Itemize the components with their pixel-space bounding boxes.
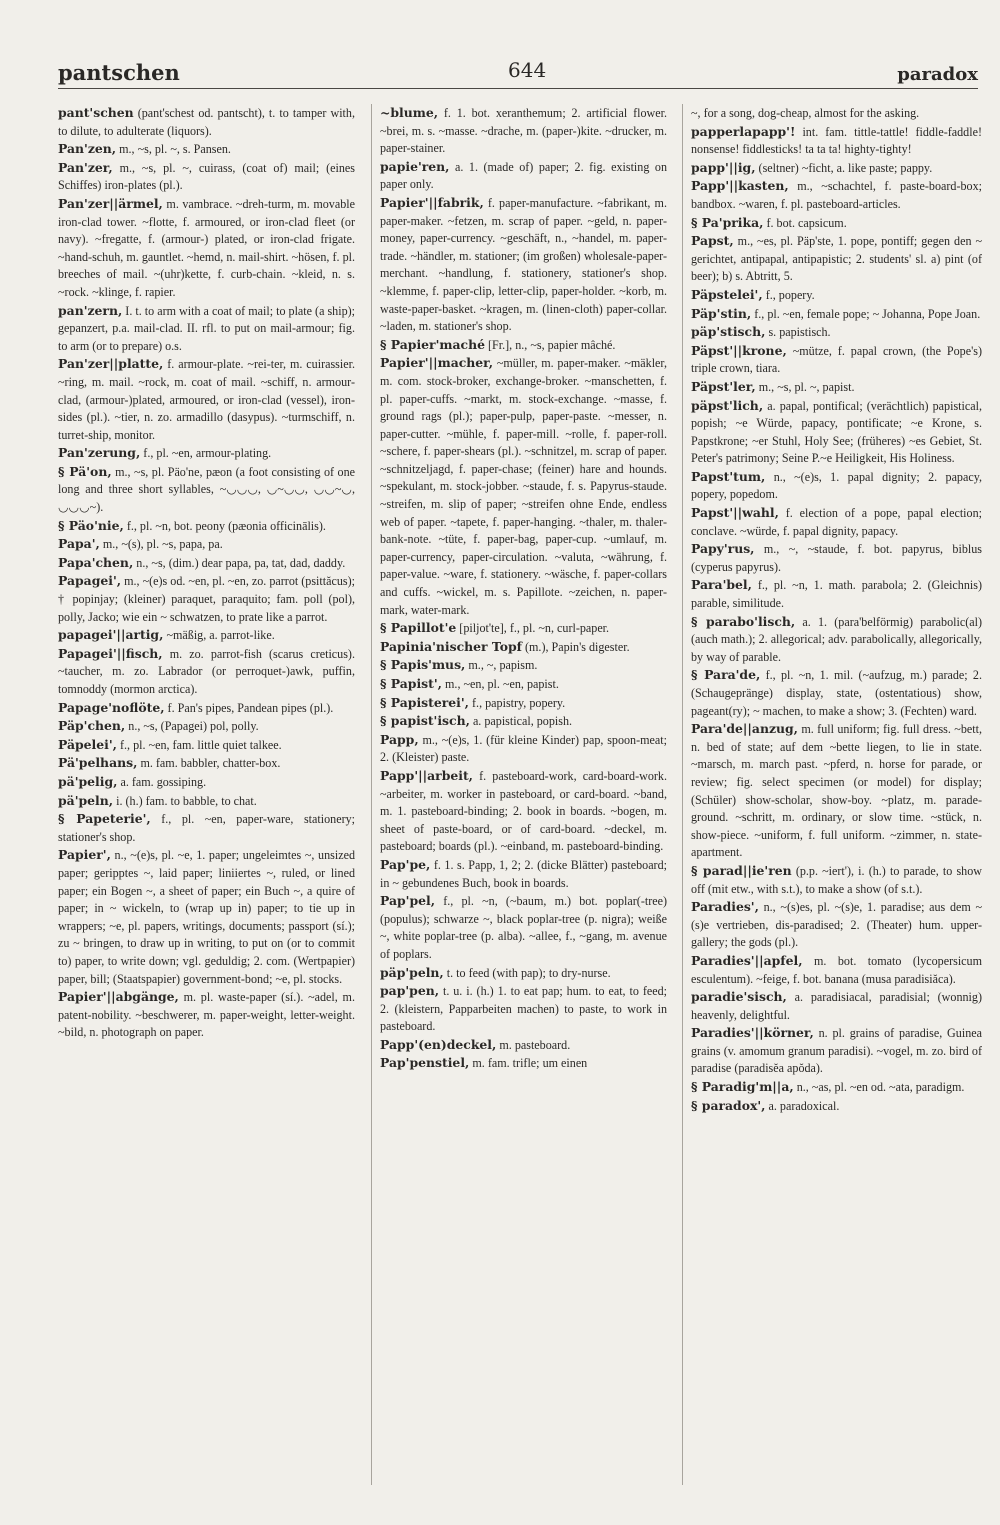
entry-headword: Päpelei', bbox=[58, 736, 117, 752]
entry-definition: n., ~s, (dim.) dear papa, pa, tat, dad, daddy. bbox=[136, 555, 346, 570]
entry-headword: pä'pelig, bbox=[58, 773, 118, 789]
entry-headword: Papier'||macher, bbox=[380, 355, 494, 371]
column-middle bbox=[371, 104, 667, 1485]
dictionary-entry bbox=[691, 898, 982, 952]
entry-headword: Papier'||fabrik, bbox=[380, 194, 484, 210]
entry-headword: § Papillot'e bbox=[380, 620, 457, 636]
entry-definition: f. paper-manufacture. ~fabrikant, m. paper-maker. ~fetzen, m. scrap of paper. ~geld, n. paper-money, paper-currency. ~geschäft, n., ~handel, m. paper-trade. ~händler, m. stationer; (im großen) wholesale-paper-merchant. ~handlung, f. stationery, stationer's shop. ~klemme, f. paper-clip, letter-clip, paper-holder. ~korb, m. waste-paper-basket. ~kragen, m. (linen-cloth) paper-collar. ~laden, m. stationer's shop. bbox=[380, 195, 667, 334]
dictionary-entry bbox=[58, 517, 355, 536]
entry-headword: Pan'zen, bbox=[58, 141, 117, 157]
dictionary-entry bbox=[58, 810, 355, 846]
entry-definition: n. pl. grains of paradise, Guinea grains (v. amomum granum paradisi). ~vogel, m. zo. bird of paradise (paradisĕa apŏda). bbox=[691, 1026, 982, 1076]
dictionary-entry bbox=[691, 286, 982, 305]
entry-headword: § parabo'lisch, bbox=[691, 613, 796, 629]
entry-headword: § paradox', bbox=[691, 1097, 766, 1113]
entry-headword: papperlapapp'! bbox=[691, 123, 796, 139]
entry-definition: ~müller, m. paper-maker. ~mäkler, m. com. stock-broker, exchange-broker. ~manschetten, f. pl. paper-cuffs. ~markt, m. stock-exchange. ~masse, f. ground rags (pl.); paper-pulp, paper-paste. ~messer, n. paper-cutter. ~mühle, f. paper-mill. ~rolle, f. paper-roll. ~schere, f. paper-shears (pl.). ~schnitzel, m. scrap of paper. ~schnitzeljagd, f. paper-chase; (feiner) hare and hounds. ~spekulant, m. stock-jobber. ~staude, f. s. Papyrus-staude. ~streifen, m. slip of paper; ~streifen ohne Ende, endless web of paper. ~tapete, f. paper-hanging. ~thaler, m. thaler-bank-note. ~tüte, f. paper-bag, paper-cup. ~umlauf, m. paper-currency, paper-circulation. ~valuta, ~währung, f. paper-value. ~ware, f. stationery. ~wäsche, f. paper-collars and cuffs. ~wickel, m. s. Papillote. ~zeichen, n. paper-mark, water-mark. bbox=[380, 356, 667, 617]
entry-headword: § Papis'mus, bbox=[380, 657, 466, 673]
entry-definition: m., ~en, pl. ~en, papist. bbox=[445, 677, 559, 691]
entry-definition: f., popery. bbox=[765, 287, 815, 302]
dictionary-entry bbox=[691, 214, 982, 233]
dictionary-entry bbox=[380, 104, 667, 158]
entry-headword: Päp'stin, bbox=[691, 305, 752, 321]
dictionary-entry bbox=[58, 355, 355, 444]
dictionary-entry bbox=[58, 140, 355, 159]
entry-headword: papp'||ig, bbox=[691, 159, 756, 175]
header-guide-word-left: pantschen bbox=[58, 60, 180, 85]
dictionary-entry bbox=[380, 336, 667, 355]
entry-definition: f. armour-plate. ~rei-ter, m. cuirassier. ~ring, m. mail. ~rock, m. coat of mail. ~schiff, n. armour-clad, (armour-)plated, armoured, or iron-clad (vessel), iron-sides (pl.). ~tier, n. zo. armadillo (dasypus). ~turmschiff, n. turret-ship, monitor. bbox=[58, 357, 355, 442]
dictionary-entry bbox=[58, 195, 355, 302]
dictionary-entry bbox=[691, 952, 982, 988]
entry-headword: § Pä'on, bbox=[58, 463, 112, 479]
entry-headword: pant'schen bbox=[58, 105, 134, 120]
dictionary-entry bbox=[58, 699, 355, 718]
entry-definition: a. 1. (para'belförmig) parabolic(al) (auch math.); 2. allegorical; adv. parabolically, allegorically, by way of parable. bbox=[691, 614, 982, 664]
entry-definition: n., ~(e)s, pl. ~e, 1. paper; ungeleimtes ~, unsized paper; geripptes ~, laid paper; liniiertes ~, ruled, or lined paper; ein Bogen ~, a sheet of paper; ein Buch ~, a quire of paper; in ~ wickeln, to (wrap up in) paper; to tie up in wrappers; ~e, pl. papers, writings, documents; passport (sí.); zu ~ bringen, to draw up in writing, to put on (or to commit to) paper, to write down; vgl. geduldig; 2. com. (Wertpapier) paper, bill; (Staatspapier) government-bond; ~e, pl. stocks. bbox=[58, 848, 355, 986]
dictionary-entry bbox=[58, 535, 355, 554]
dictionary-entry bbox=[691, 468, 982, 504]
entry-definition: int. fam. tittle-tattle! fiddle-faddle! nonsense! fiddlesticks! ta ta ta! highty-tighty! bbox=[691, 124, 982, 157]
entry-definition: m. vambrace. ~dreh-turm, m. movable iron-clad tower. ~flotte, f. armoured, or iron-clad fleet (or navy). ~fregatte, f. (armour-) plated, or iron-clad frigate. ~hand-schuh, m. gauntlet. ~hemd, n. mail-shirt. ~hösen, f. pl. breeches of mail. ~(uhr)kette, f. curb-chain. ~kleid, n. s. ~rock. ~klinge, f. rapier. bbox=[58, 196, 355, 299]
entry-definition: f., pl. ~en, fam. little quiet talkee. bbox=[120, 737, 282, 752]
entry-definition: f., pl. ~en, paper-ware, stationery; stationer's shop. bbox=[58, 812, 355, 844]
entry-headword: § Paradig'm||a, bbox=[691, 1079, 794, 1095]
entry-headword: päp'peln, bbox=[380, 964, 444, 980]
dictionary-entry bbox=[380, 1036, 667, 1055]
entry-definition: a. fam. gossiping. bbox=[120, 774, 207, 789]
dictionary-entry bbox=[691, 666, 982, 720]
entry-headword: Paradies'||apfel, bbox=[691, 952, 803, 968]
dictionary-entry bbox=[691, 342, 982, 378]
dictionary-entry bbox=[691, 1024, 982, 1078]
entry-definition: m., ~, papism. bbox=[468, 658, 538, 673]
entry-headword: § Päo'nie, bbox=[58, 517, 124, 533]
entry-definition: s. papistisch. bbox=[768, 325, 831, 340]
dictionary-entry bbox=[380, 712, 667, 731]
entry-headword: Papp'||arbeit, bbox=[380, 767, 473, 783]
entry-headword: Papage'noflöte, bbox=[58, 699, 165, 715]
entry-headword: Papp'||kasten, bbox=[691, 178, 789, 194]
entry-headword: Papier'||abgänge, bbox=[58, 989, 179, 1005]
entry-headword: Papy'rus, bbox=[691, 541, 755, 557]
entry-headword: Pap'pel, bbox=[380, 893, 436, 909]
dictionary-entry bbox=[380, 619, 667, 638]
entry-definition: m., ~s, pl. ~, cuirass, (coat of) mail; (eines Schiffes) iron-plates (pl.). bbox=[58, 160, 355, 193]
dictionary-entry bbox=[380, 767, 667, 856]
column-right bbox=[682, 104, 982, 1485]
dictionary-entry bbox=[691, 378, 982, 397]
entry-definition: f., pl. ~en, female pope; ~ Johanna, Pope Joan. bbox=[754, 306, 981, 321]
entry-headword: Papst'||wahl, bbox=[691, 505, 779, 521]
dictionary-entry bbox=[380, 638, 667, 657]
entry-definition: m., ~(e)s, 1. (für kleine Kinder) pap, spoon-meat; 2. (Kleister) paste. bbox=[380, 732, 667, 765]
entry-definition: a. paradoxical. bbox=[768, 1098, 840, 1113]
entry-definition: m., ~s, pl. Päo'ne, pæon (a foot consisting of one long and three short syllables, ~◡◡◡, ◡~◡◡, ◡◡~◡, ◡◡◡~). bbox=[58, 464, 355, 515]
dictionary-entry bbox=[58, 846, 355, 988]
dictionary-entry bbox=[691, 232, 982, 286]
entry-definition: ~mäßig, a. parrot-like. bbox=[166, 628, 275, 643]
entry-definition: (m.), Papin's digester. bbox=[524, 639, 630, 654]
entry-definition: m. pl. waste-paper (sí.). ~adel, m. patent-nobility. ~beschwerer, m. paper-weight, letter-weight. ~bild, n. photograph on paper. bbox=[58, 990, 355, 1040]
entry-headword: papie'ren, bbox=[380, 158, 450, 174]
dictionary-entry bbox=[58, 463, 355, 517]
entry-definition: a. paradisiacal, paradisial; (wonnig) heavenly, delightful. bbox=[691, 990, 982, 1022]
entry-headword: § Papier'maché bbox=[380, 336, 485, 352]
entry-headword: Pan'zer||platte, bbox=[58, 356, 164, 372]
entry-headword: Papagei'||fisch, bbox=[58, 645, 163, 661]
dictionary-entry bbox=[691, 862, 982, 898]
entry-definition: m. fam. trifle; um einen bbox=[472, 1056, 588, 1071]
dictionary-entry bbox=[380, 694, 667, 713]
entry-definition: m. fam. babbler, chatter-box. bbox=[140, 756, 281, 771]
dictionary-entry bbox=[380, 892, 667, 963]
dictionary-entry bbox=[691, 613, 982, 667]
entry-definition: f. pasteboard-work, card-board-work. ~arbeiter, m. worker in pasteboard, or card-board. ~band, m. 1. pasteboard-binding; 2. book in boards. ~bogen, m. sheet of paste-board, or of card-board. ~deckel, m. pasteboard; boards (pl.). ~einband, m. pasteboard-binding. bbox=[380, 768, 667, 854]
entry-headword: pä'peln, bbox=[58, 792, 114, 808]
entry-headword: § Papeterie', bbox=[58, 811, 151, 827]
dictionary-entry bbox=[691, 323, 982, 342]
entry-definition: f., pl. ~n, bot. peony (pæonia officinālis). bbox=[126, 518, 326, 533]
dictionary-entry bbox=[691, 988, 982, 1024]
entry-definition: [Fr.], n., ~s, papier mâché. bbox=[488, 337, 616, 352]
dictionary-entry bbox=[380, 964, 667, 983]
dictionary-entry bbox=[58, 444, 355, 463]
entry-headword: päpst'lich, bbox=[691, 397, 764, 413]
dictionary-entry bbox=[380, 158, 667, 194]
entry-headword: Papp, bbox=[380, 731, 419, 747]
entry-definition: m., ~, ~staude, f. bot. papyrus, biblus (cyperus papyrus). bbox=[691, 542, 982, 574]
entry-headword: § Para'de, bbox=[691, 667, 761, 683]
entry-definition: (pant'schest od. pantscht), t. to tamper with, to dilute, to adulterate (liquors). bbox=[58, 106, 355, 138]
entry-definition: n., ~as, pl. ~en od. ~ata, paradigm. bbox=[796, 1080, 965, 1095]
entry-definition: i. (h.) fam. to babble, to chat. bbox=[116, 793, 257, 808]
dictionary-entry bbox=[58, 104, 355, 140]
entry-definition: f. Pan's pipes, Pandean pipes (pl.). bbox=[167, 700, 334, 715]
entry-headword: Pä'pelhans, bbox=[58, 755, 138, 771]
entry-headword: Päpst'ler, bbox=[691, 378, 756, 394]
entry-headword: Pap'penstiel, bbox=[380, 1055, 470, 1071]
dictionary-entry bbox=[58, 159, 355, 195]
dictionary-entry bbox=[691, 720, 982, 862]
entry-headword: ~blume, bbox=[380, 105, 439, 120]
entry-headword: § Pa'prika, bbox=[691, 214, 764, 230]
dictionary-entry bbox=[58, 773, 355, 792]
entry-definition: f., pl. ~en, armour-plating. bbox=[143, 446, 272, 461]
dictionary-entry bbox=[380, 731, 667, 767]
entry-definition: f., pl. ~n, 1. mil. (~aufzug, m.) parade; 2. (Schaugepränge) display, state, (ostentatious) show, pageant(ry); ~ machen, to make a show; 3. (Fechten) ward. bbox=[691, 668, 982, 718]
dictionary-entry bbox=[380, 675, 667, 694]
dictionary-entry bbox=[691, 123, 982, 159]
dictionary-entry bbox=[58, 754, 355, 773]
entry-headword: Paradies'||körner, bbox=[691, 1025, 814, 1041]
dictionary-entry bbox=[380, 354, 667, 619]
dictionary-entry bbox=[58, 572, 355, 626]
entry-headword: Papp'(en)deckel, bbox=[380, 1036, 497, 1052]
dictionary-entry bbox=[691, 1078, 982, 1097]
entry-headword: paradie'sisch, bbox=[691, 989, 787, 1005]
entry-definition: a. papistical, popish. bbox=[472, 714, 573, 729]
column-left bbox=[58, 104, 355, 1485]
entry-headword: § Papist', bbox=[380, 676, 442, 691]
dictionary-entry bbox=[58, 302, 355, 356]
page-number: 644 bbox=[508, 58, 547, 82]
entry-headword: pap'pen, bbox=[380, 983, 440, 999]
entry-headword: § parad||ie'ren bbox=[691, 862, 792, 878]
entry-definition: n., ~s, (Papagei) pol, polly. bbox=[128, 719, 259, 734]
entry-headword: Pan'zer, bbox=[58, 159, 113, 175]
entry-headword: papagei'||artig, bbox=[58, 627, 164, 643]
dictionary-entry bbox=[691, 305, 982, 324]
entry-headword: Päp'chen, bbox=[58, 718, 126, 734]
entry-definition: m., ~(e)s od. ~en, pl. ~en, zo. parrot (psittăcus); † popinjay; (kleiner) paraquet, paraquito; fam. poll (pol), polly, Jacko; wie ein ~ schwatzen, to prate like a parrot. bbox=[58, 574, 355, 624]
dictionary-entry bbox=[58, 554, 355, 573]
entry-headword: Papst, bbox=[691, 233, 734, 249]
dictionary-entry bbox=[691, 104, 982, 123]
entry-definition: a. 1. (made of) paper; 2. fig. existing on paper only. bbox=[380, 159, 667, 192]
dictionary-entry bbox=[691, 1097, 982, 1116]
entry-headword: Papa', bbox=[58, 536, 100, 552]
dictionary-entry bbox=[380, 1054, 667, 1073]
entry-definition: I. t. to arm with a coat of mail; to plate (a ship); gepanzert, p.a. mail-clad. II. rfl. to put on mail-armour; fig. to arm (or to prepare) o.s. bbox=[58, 303, 355, 353]
entry-headword: päp'stisch, bbox=[691, 324, 766, 340]
entry-definition: t. u. i. (h.) 1. to eat pap; hum. to eat, to feed; 2. (kleistern, Papparbeiten machen) to paste, to work in pasteboard. bbox=[380, 984, 667, 1034]
entry-definition: f., papistry, popery. bbox=[472, 695, 566, 710]
entry-headword: Pan'zer||ärmel, bbox=[58, 195, 163, 211]
entry-definition: n., ~(s)es, pl. ~(s)e, 1. paradise; aus dem ~(s)e vertrieben, dis-paradised; 2. (Theater) hum. upper-gallery; the gods (pl.). bbox=[691, 900, 982, 950]
entry-headword: Papier', bbox=[58, 847, 111, 863]
entry-definition: ~mütze, f. papal crown, (the Pope's) triple crown, tiara. bbox=[691, 343, 982, 376]
dictionary-entry bbox=[380, 856, 667, 892]
dictionary-entry bbox=[58, 736, 355, 755]
dictionary-entry bbox=[58, 645, 355, 699]
entry-definition: (seltner) ~ficht, a. like paste; pappy. bbox=[758, 160, 933, 175]
entry-definition: m. full uniform; fig. full dress. ~bett, n. bed of state; auf dem ~bette liegen, to lie in state. ~marsch, m. march past. ~pferd, n. horse for parade, or review; fig. select specimen (or model) for display; (Schüler) show-scholar, show-boy. ~platz, m. parade-ground. ~schritt, m. ordinary, or slow time. ~stück, n. show-piece. ~uniform, f. full uniform. ~zimmer, n. state-apartment. bbox=[691, 722, 982, 860]
dictionary-entry bbox=[691, 576, 982, 612]
entry-headword: pan'zern, bbox=[58, 302, 123, 318]
page-header bbox=[58, 58, 978, 89]
entry-headword: Para'de||anzug, bbox=[691, 721, 798, 737]
entry-headword: Pap'pe, bbox=[380, 856, 431, 872]
dictionary-entry bbox=[691, 397, 982, 468]
dictionary-entry bbox=[380, 194, 667, 336]
entry-headword: § Papisterei', bbox=[380, 694, 469, 710]
entry-headword: Papst'tum, bbox=[691, 468, 766, 484]
entry-headword: Paradies', bbox=[691, 899, 759, 915]
entry-definition: m., ~s, pl. ~, s. Pansen. bbox=[119, 142, 231, 157]
entry-headword: Pan'zerung, bbox=[58, 445, 141, 461]
entry-headword: Päpst'||krone, bbox=[691, 342, 787, 358]
entry-definition: t. to feed (with pap); to dry-nurse. bbox=[446, 965, 611, 980]
dictionary-entry bbox=[691, 177, 982, 213]
entry-definition: m. zo. parrot-fish (scarus creticus). ~taucher, m. zo. Labrador (or perroquet-)awk, puffin, tomnoddy (mormon arctica). bbox=[58, 646, 355, 696]
dictionary-entry bbox=[58, 626, 355, 645]
entry-definition: [piljot'te], f., pl. ~n, curl-paper. bbox=[459, 621, 610, 636]
dictionary-entry bbox=[380, 656, 667, 675]
entry-definition: n., ~(e)s, 1. papal dignity; 2. papacy, popery, popedom. bbox=[691, 469, 982, 502]
dictionary-entry bbox=[58, 792, 355, 811]
entry-definition: (p.p. ~iert'), i. (h.) to parade, to show off (mit etw., with s.t.), to make a show (of s.t.). bbox=[691, 863, 982, 896]
entry-headword: Papa'chen, bbox=[58, 554, 134, 570]
entry-definition: m., ~schachtel, f. paste-board-box; bandbox. ~waren, f. pl. pasteboard-articles. bbox=[691, 179, 982, 211]
entry-definition: ~, for a song, dog-cheap, almost for the asking. bbox=[691, 106, 920, 120]
entry-headword: Päpstelei', bbox=[691, 286, 763, 302]
header-guide-word-right: paradox bbox=[897, 64, 978, 85]
dictionary-entry bbox=[380, 982, 667, 1036]
dictionary-entry bbox=[691, 504, 982, 540]
entry-definition: m., ~(s), pl. ~s, papa, pa. bbox=[102, 537, 223, 552]
entry-headword: § papist'isch, bbox=[380, 713, 470, 729]
entry-definition: f., pl. ~n, 1. math. parabola; 2. (Gleichnis) parable, similitude. bbox=[691, 578, 982, 611]
entry-headword: Papagei', bbox=[58, 573, 122, 589]
dictionary-entry bbox=[58, 988, 355, 1042]
entry-definition: f., pl. ~n, (~baum, m.) bot. poplar(-tree) (populus); schwarze ~, black poplar-tree (p. nigra); weiße ~, white poplar-tree (p. alba). ~allee, f., ~gang, m. avenue of poplars. bbox=[380, 894, 667, 961]
entry-definition: m. bot. tomato (lycopersicum esculentum). ~feige, f. bot. banana (musa paradisiăca). bbox=[691, 953, 982, 986]
dictionary-entry bbox=[58, 717, 355, 736]
dictionary-entry bbox=[691, 159, 982, 178]
entry-definition: f. election of a pope, papal election; conclave. ~würde, f. papal dignity, papacy. bbox=[691, 506, 982, 538]
entry-headword: Para'bel, bbox=[691, 577, 752, 593]
entry-definition: f. bot. capsicum. bbox=[766, 215, 847, 230]
entry-definition: f. 1. s. Papp, 1, 2; 2. (dicke Blätter) pasteboard; in ~ gebundenes Buch, book in boards. bbox=[380, 857, 667, 890]
dictionary-entry bbox=[691, 540, 982, 576]
entry-definition: m., ~es, pl. Päp'ste, 1. pope, pontiff; gegen den ~ gerichtet, antipapal, antipapistic; 2. students' sl. a) pint (of beer); b) s. Abtritt, 5. bbox=[691, 234, 982, 284]
entry-definition: m. pasteboard. bbox=[499, 1037, 571, 1052]
entry-definition: a. papal, pontifical; (verächtlich) papistical, popish; ~e Würde, papacy, pontificate; ~e Krone, s. Papstkrone; ~er Stuhl, Holy See; (früheres) ~es Gebiet, St. Peter's patrimony; Seine P.~e Heiligkeit, His Holiness. bbox=[691, 398, 982, 466]
entry-definition: m., ~s, pl. ~, papist. bbox=[758, 379, 855, 394]
entry-definition: f. 1. bot. xeranthemum; 2. artificial flower. ~brei, m. s. ~masse. ~drache, m. (paper-)kite. ~drucker, m. paper-stainer. bbox=[380, 106, 667, 156]
entry-headword: Papinia'nischer Topf bbox=[380, 638, 522, 654]
